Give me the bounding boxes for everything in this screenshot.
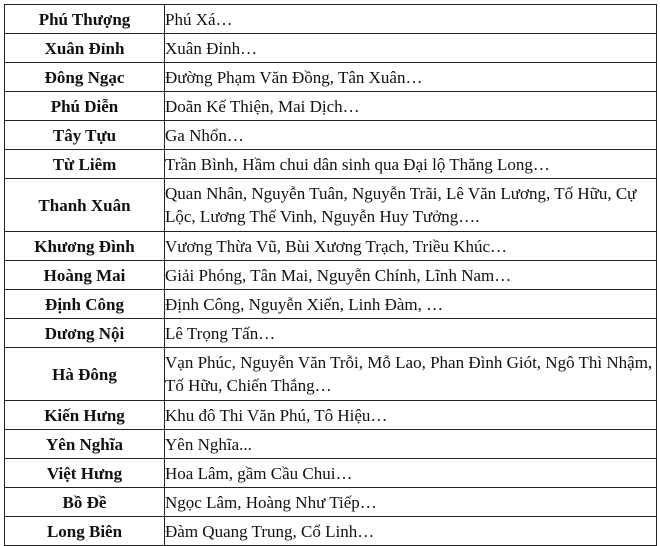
table-row — [5, 232, 657, 261]
table-row — [5, 92, 657, 121]
streets-cell: Quan Nhân, Nguyễn Tuân, Nguyễn Trãi, Lê Văn Lương, Tố Hữu, Cự Lộc, Lương Thế Vinh, Nguyễn Huy Tưởng…. — [165, 179, 657, 232]
ward-name-cell: Hoàng Mai — [5, 261, 165, 290]
ward-name-cell: Thanh Xuân — [5, 179, 165, 232]
table-row — [5, 34, 657, 63]
ward-name-cell: Khương Đình — [5, 232, 165, 261]
table-body — [5, 5, 657, 546]
ward-name-cell: Yên Nghĩa — [5, 430, 165, 459]
ward-name-cell: Dương Nội — [5, 319, 165, 348]
ward-name-cell: Phú Diễn — [5, 92, 165, 121]
streets-cell: Lê Trọng Tấn… — [165, 319, 657, 348]
ward-name-cell: Từ Liêm — [5, 150, 165, 179]
table-row — [5, 290, 657, 319]
table-row — [5, 348, 657, 401]
table-row — [5, 261, 657, 290]
streets-cell: Giải Phóng, Tân Mai, Nguyễn Chính, Lĩnh Nam… — [165, 261, 657, 290]
table-row — [5, 401, 657, 430]
ward-name-cell: Phú Thượng — [5, 5, 165, 34]
streets-cell: Xuân Đỉnh… — [165, 34, 657, 63]
ward-name-cell: Xuân Đỉnh — [5, 34, 165, 63]
table-row — [5, 319, 657, 348]
table-row — [5, 459, 657, 488]
ward-street-table — [4, 4, 657, 546]
ward-name-cell: Long Biên — [5, 517, 165, 546]
streets-cell: Ga Nhổn… — [165, 121, 657, 150]
ward-name-cell: Kiến Hưng — [5, 401, 165, 430]
streets-cell: Phú Xá… — [165, 5, 657, 34]
table-row — [5, 150, 657, 179]
streets-cell: Vạn Phúc, Nguyễn Văn Trỗi, Mỗ Lao, Phan Đình Giót, Ngô Thì Nhậm, Tố Hữu, Chiến Thắng… — [165, 348, 657, 401]
streets-cell: Khu đô Thi Văn Phú, Tô Hiệu… — [165, 401, 657, 430]
ward-name-cell: Hà Đông — [5, 348, 165, 401]
ward-name-cell: Đông Ngạc — [5, 63, 165, 92]
streets-cell: Yên Nghĩa... — [165, 430, 657, 459]
table-row — [5, 488, 657, 517]
streets-cell: Đường Phạm Văn Đồng, Tân Xuân… — [165, 63, 657, 92]
ward-name-cell: Việt Hưng — [5, 459, 165, 488]
table-row — [5, 179, 657, 232]
streets-cell: Ngọc Lâm, Hoàng Như Tiếp… — [165, 488, 657, 517]
ward-name-cell: Tây Tựu — [5, 121, 165, 150]
table-row — [5, 5, 657, 34]
streets-cell: Đàm Quang Trung, Cổ Linh… — [165, 517, 657, 546]
ward-name-cell: Bồ Đề — [5, 488, 165, 517]
streets-cell: Doãn Kế Thiện, Mai Dịch… — [165, 92, 657, 121]
streets-cell: Định Công, Nguyễn Xiển, Linh Đàm, … — [165, 290, 657, 319]
table-row — [5, 63, 657, 92]
ward-name-cell: Định Công — [5, 290, 165, 319]
streets-cell: Hoa Lâm, gầm Cầu Chui… — [165, 459, 657, 488]
table-row — [5, 430, 657, 459]
table-row — [5, 121, 657, 150]
table-row — [5, 517, 657, 546]
streets-cell: Vương Thừa Vũ, Bùi Xương Trạch, Triều Khúc… — [165, 232, 657, 261]
streets-cell: Trần Bình, Hầm chui dân sinh qua Đại lộ Thăng Long… — [165, 150, 657, 179]
